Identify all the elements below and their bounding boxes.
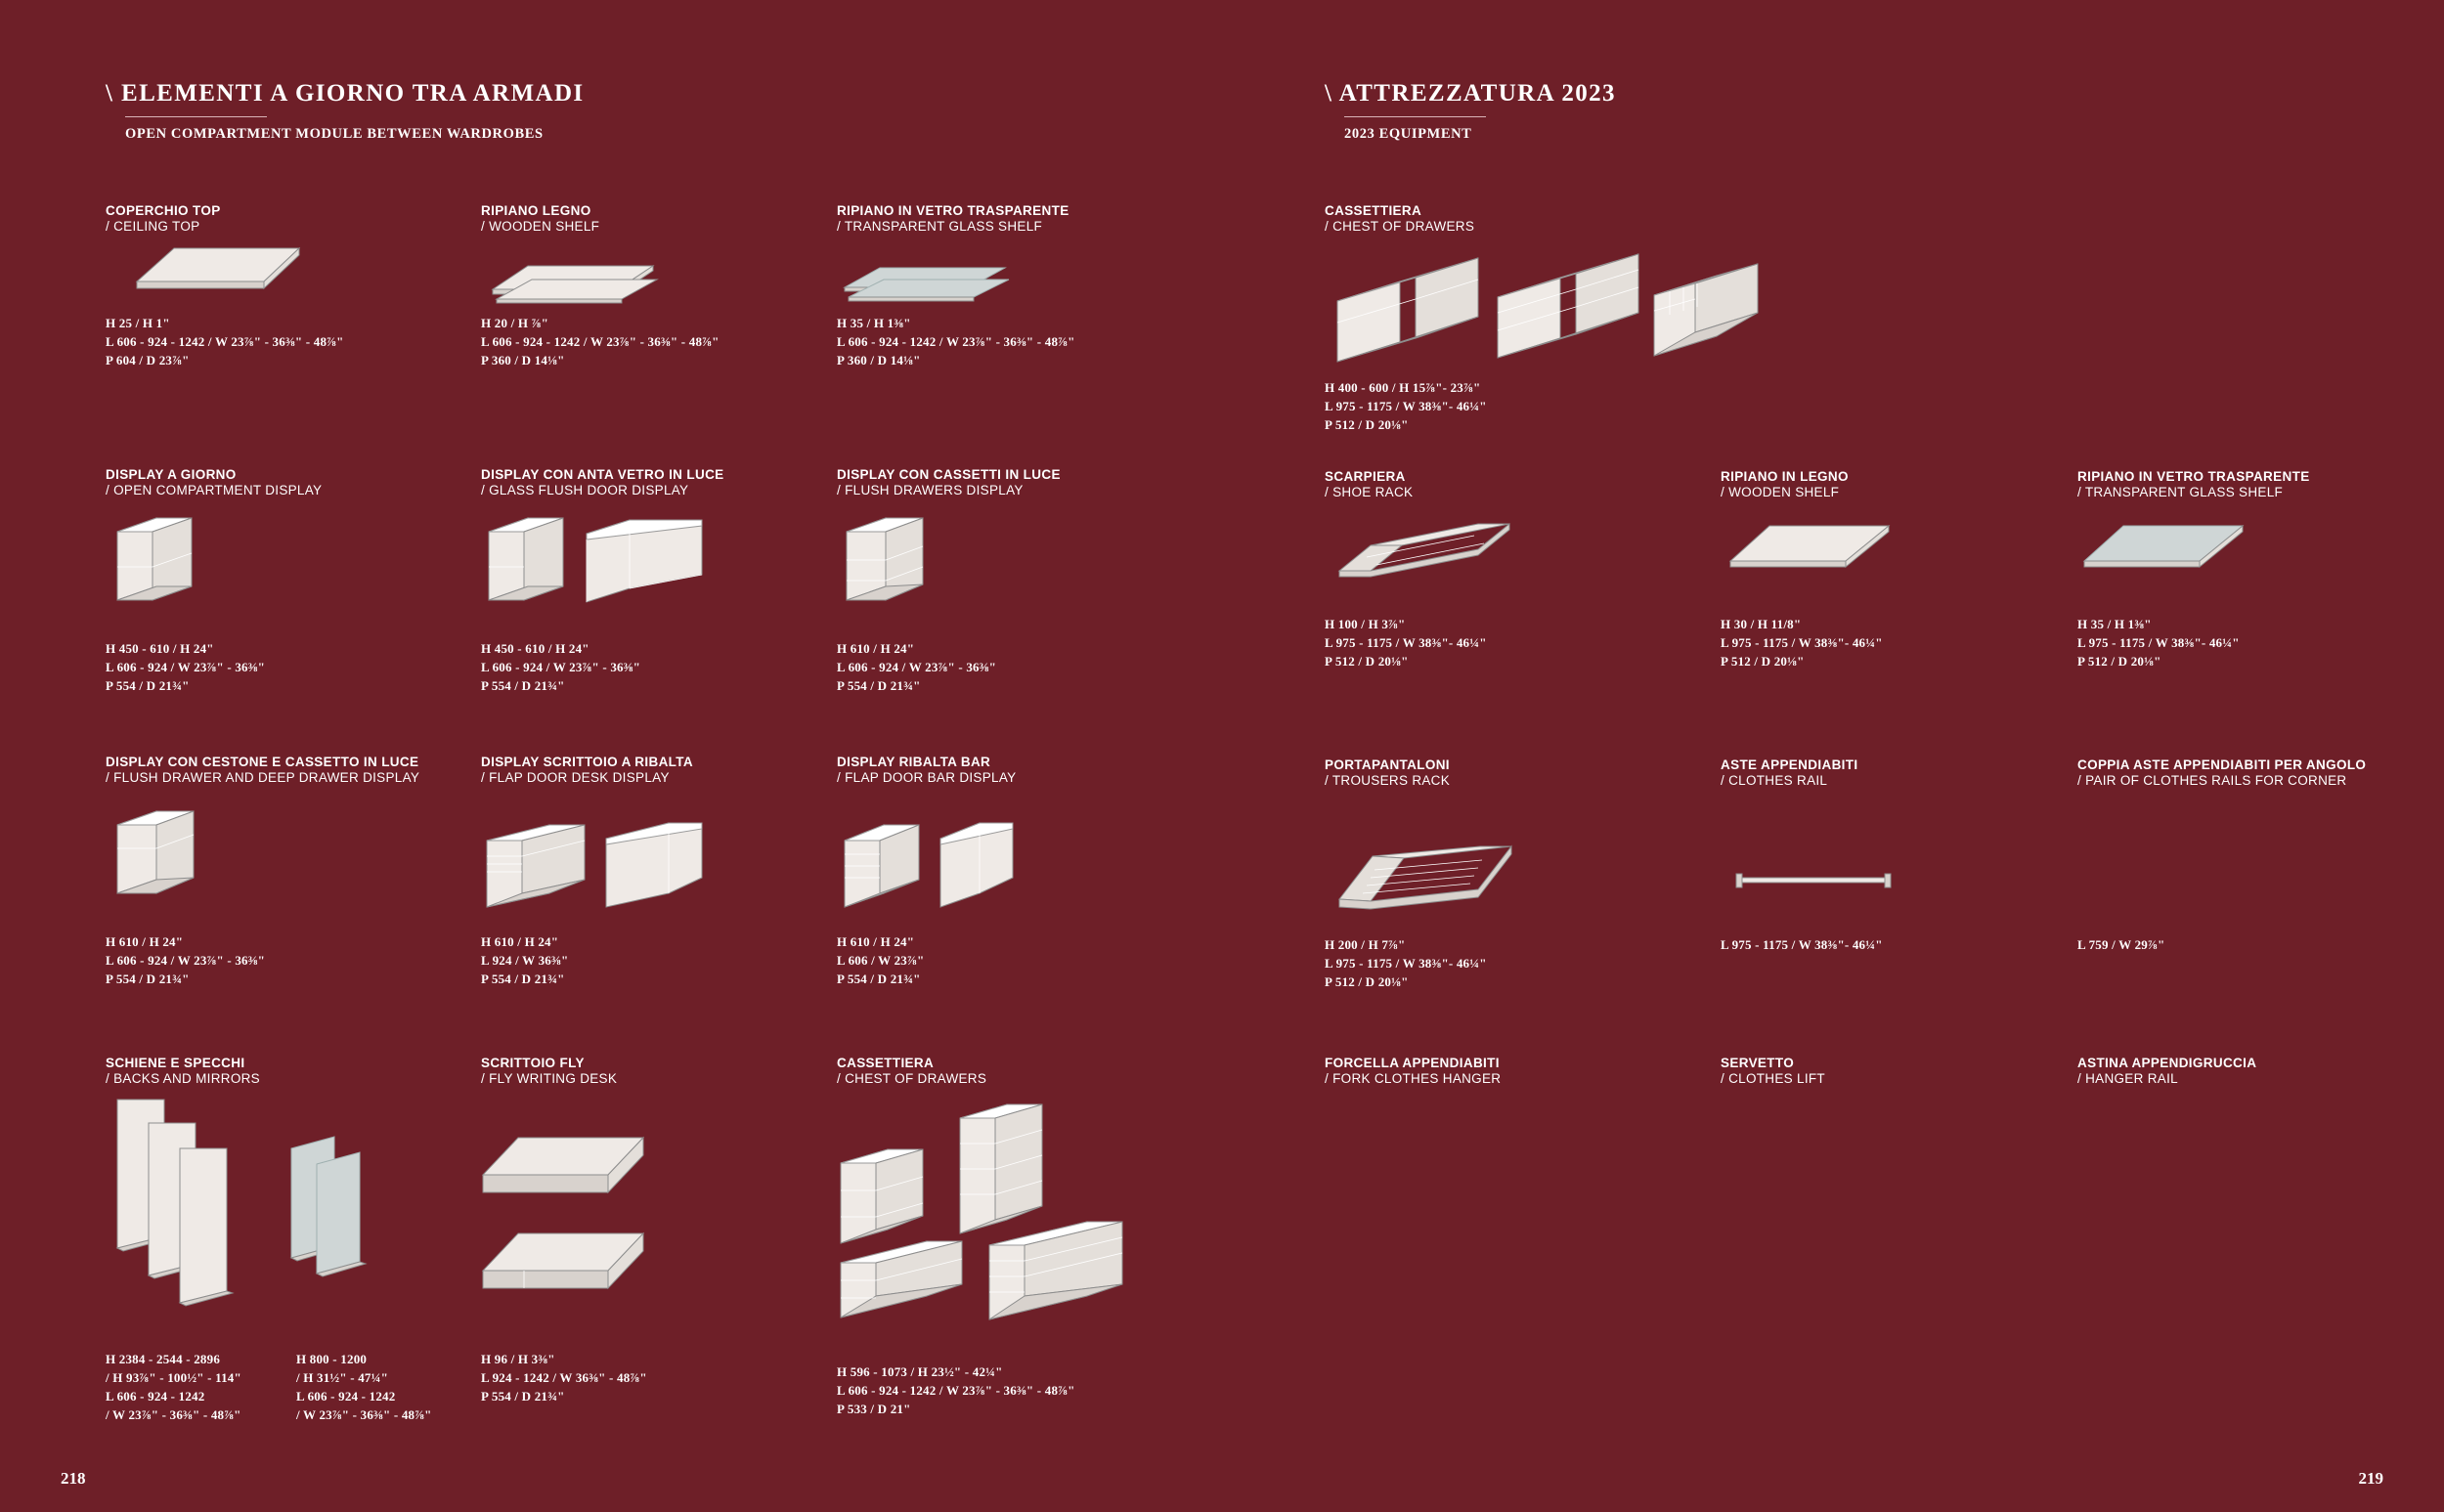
item-ripiano-legno: [481, 203, 599, 236]
item-display-cassetti: [837, 467, 1061, 499]
right-section-rule: [1344, 116, 1486, 117]
art-shoe-rack: [1331, 520, 1527, 588]
art-flap-bar-display: [839, 809, 1015, 912]
item-name: COPERCHIO TOP: [106, 203, 221, 218]
item-name: SCHIENE E SPECCHI: [106, 1056, 245, 1070]
dims-portapantaloni: H 200 / H 7⅞" L 975 - 1175 / W 38⅜"- 46¼" P 512 / D 20⅛": [1325, 937, 1487, 989]
art-flush-drawers-display: [839, 516, 951, 614]
item-subname: / CLOTHES RAIL: [1721, 773, 1828, 789]
art-glass-shelf: [841, 266, 1017, 307]
left-section-rule: [125, 116, 267, 117]
item-display-anta-vetro: [481, 467, 724, 499]
item-subname: / CLOTHES LIFT: [1721, 1071, 1825, 1087]
art-deep-drawer-display: [109, 809, 222, 907]
item-name: PORTAPANTALONI: [1325, 757, 1450, 772]
left-section-title: \ ELEMENTI A GIORNO TRA ARMADI: [106, 80, 585, 107]
item-cassettiera-right: [1325, 203, 1474, 236]
item-name: DISPLAY CON ANTA VETRO IN LUCE: [481, 467, 724, 482]
dims-ripiano-vetro-right: H 35 / H 1⅜" L 975 - 1175 / W 38⅜"- 46¼" P 512 / D 20⅛": [2077, 617, 2240, 669]
dims-display-a-giorno: H 450 - 610 / H 24" L 606 - 924 / W 23⅞" - 36⅜" P 554 / D 21¾": [106, 641, 266, 693]
item-subname: / FLY WRITING DESK: [481, 1071, 618, 1087]
right-section-title: \ ATTREZZATURA 2023: [1325, 80, 1616, 107]
item-forcella: [1325, 1056, 1501, 1088]
item-name: RIPIANO IN VETRO TRASPARENTE: [837, 203, 1069, 218]
item-subname: / FORK CLOTHES HANGER: [1325, 1071, 1502, 1087]
art-fly-writing-desk: [481, 1132, 676, 1318]
item-display-scrittoio: [481, 755, 693, 787]
page-number-left: 218: [61, 1469, 86, 1488]
item-portapantaloni: [1325, 757, 1450, 790]
item-scrittoio-fly: [481, 1056, 617, 1088]
item-name: DISPLAY CON CASSETTI IN LUCE: [837, 467, 1061, 482]
item-name: SCARPIERA: [1325, 469, 1406, 484]
item-display-cestone: [106, 755, 487, 787]
item-scarpiera: [1325, 469, 1413, 501]
item-subname: / BACKS AND MIRRORS: [106, 1071, 260, 1087]
item-subname: / FLUSH DRAWER AND DEEP DRAWER DISPLAY: [106, 770, 420, 786]
item-subname: / CEILING TOP: [106, 219, 200, 235]
item-name: RIPIANO IN VETRO TRASPARENTE: [2077, 469, 2310, 484]
art-clothes-rail: [1730, 870, 1906, 899]
art-trousers-rack: [1331, 842, 1527, 930]
item-name: COPPIA ASTE APPENDIABITI PER ANGOLO: [2077, 757, 2367, 772]
page-number-right: 219: [2358, 1469, 2383, 1488]
art-glass-door-display: [481, 516, 706, 614]
dims-display-cestone: H 610 / H 24" L 606 - 924 / W 23⅞" - 36⅜" P 554 / D 21¾": [106, 934, 266, 986]
art-glass-shelf-right: [2080, 522, 2256, 581]
item-subname: / WOODEN SHELF: [1721, 485, 1840, 500]
item-subname: / CHEST OF DRAWERS: [837, 1071, 987, 1087]
item-display-ribalta-bar: [837, 755, 1016, 787]
item-name: ASTE APPENDIABITI: [1721, 757, 1858, 772]
art-wooden-shelf-right: [1726, 522, 1902, 581]
item-name: SERVETTO: [1721, 1056, 1795, 1070]
dims-ripiano-vetro: H 35 / H 1⅜" L 606 - 924 - 1242 / W 23⅞" - 36⅜" - 48⅞" P 360 / D 14⅛": [837, 316, 1075, 367]
item-subname: / TROUSERS RACK: [1325, 773, 1451, 789]
dims-ripiano-legno: H 20 / H ⅞" L 606 - 924 - 1242 / W 23⅞" - 36⅜" - 48⅞" P 360 / D 14⅛": [481, 316, 720, 367]
right-page: [1222, 0, 2444, 1512]
dims-display-scrittoio: H 610 / H 24" L 924 / W 36⅜" P 554 / D 21¾": [481, 934, 569, 986]
art-open-display: [109, 516, 217, 614]
item-ripiano-vetro: [837, 203, 1069, 236]
right-section-header: [1325, 80, 1616, 143]
item-name: CASSETTIERA: [837, 1056, 935, 1070]
item-name: RIPIANO IN LEGNO: [1721, 469, 1849, 484]
dims-cassettiera-right: H 400 - 600 / H 15⅞"- 23⅞" L 975 - 1175 / W 38⅜"- 46¼" P 512 / D 20⅛": [1325, 380, 1487, 432]
item-subname: / FLUSH DRAWERS DISPLAY: [837, 483, 1024, 498]
art-wooden-shelf: [489, 264, 665, 308]
item-schiene-specchi: [106, 1056, 260, 1088]
right-section-subtitle: 2023 EQUIPMENT: [1344, 126, 1472, 142]
left-section-subtitle: OPEN COMPARTMENT MODULE BETWEEN WARDROBES: [125, 126, 544, 142]
art-chest-of-drawers-left: [833, 1093, 1156, 1337]
item-aste-appendiabiti: [1721, 757, 1857, 790]
left-section-header: [106, 80, 585, 143]
item-name: DISPLAY RIBALTA BAR: [837, 755, 991, 769]
item-subname: / FLAP DOOR DESK DISPLAY: [481, 770, 670, 786]
dims-coppia-aste-angolo: L 759 / W 29⅞": [2077, 937, 2165, 952]
dims-schiene-specchi: H 2384 - 2544 - 2896 / H 93⅞" - 100½" - 114" L 606 - 924 - 1242 / W 23⅞" - 36⅜" - 48⅞": [106, 1352, 241, 1422]
item-subname: / TRANSPARENT GLASS SHELF: [2077, 485, 2284, 500]
item-name: CASSETTIERA: [1325, 203, 1422, 218]
item-servetto: [1721, 1056, 1825, 1088]
item-coperchio-top: [106, 203, 282, 236]
item-ripiano-vetro-right: [2077, 469, 2310, 501]
dims-display-cassetti: H 610 / H 24" L 606 - 924 / W 23⅞" - 36⅜" P 554 / D 21¾": [837, 641, 997, 693]
item-name: DISPLAY CON CESTONE E CASSETTO IN LUCE: [106, 755, 419, 769]
item-subname: / GLASS FLUSH DOOR DISPLAY: [481, 483, 689, 498]
dims-ripiano-legno-right: H 30 / H 11/8" L 975 - 1175 / W 38⅜"- 46¼" P 512 / D 20⅛": [1721, 617, 1883, 669]
art-ceiling-top: [127, 242, 313, 301]
dims-scarpiera: H 100 / H 3⅞" L 975 - 1175 / W 38⅜"- 46¼" P 512 / D 20⅛": [1325, 617, 1487, 669]
item-subname: / SHOE RACK: [1325, 485, 1414, 500]
item-subname: / OPEN COMPARTMENT DISPLAY: [106, 483, 323, 498]
item-name: DISPLAY SCRITTOIO A RIBALTA: [481, 755, 693, 769]
item-astina: [2077, 1056, 2256, 1088]
art-chest-of-drawers-right: [1331, 252, 1762, 369]
dims-cassettiera-left: H 596 - 1073 / H 23½" - 42¼" L 606 - 924 - 1242 / W 23⅞" - 36⅜" - 48⅞" P 533 / D 21": [837, 1364, 1075, 1416]
item-cassettiera-left: [837, 1056, 986, 1088]
dims-specchi-secondary: H 800 - 1200 / H 31½" - 47¼" L 606 - 924 - 1242 / W 23⅞" - 36⅜" - 48⅞": [296, 1352, 432, 1422]
item-subname: / HANGER RAIL: [2077, 1071, 2178, 1087]
item-subname: / TRANSPARENT GLASS SHELF: [837, 219, 1043, 235]
dims-display-anta-vetro: H 450 - 610 / H 24" L 606 - 924 / W 23⅞" - 36⅜" P 554 / D 21¾": [481, 641, 641, 693]
item-name: SCRITTOIO FLY: [481, 1056, 585, 1070]
item-subname: / FLAP DOOR BAR DISPLAY: [837, 770, 1017, 786]
item-name: RIPIANO LEGNO: [481, 203, 591, 218]
item-display-a-giorno: [106, 467, 322, 499]
dims-display-ribalta-bar: H 610 / H 24" L 606 / W 23⅞" P 554 / D 21¾": [837, 934, 925, 986]
dims-coperchio-top: H 25 / H 1" L 606 - 924 - 1242 / W 23⅞" - 36⅜" - 48⅞" P 604 / D 23⅞": [106, 316, 344, 367]
item-subname: / CHEST OF DRAWERS: [1325, 219, 1475, 235]
item-subname: / PAIR OF CLOTHES RAILS FOR CORNER: [2077, 773, 2347, 789]
item-name: DISPLAY A GIORNO: [106, 467, 237, 482]
dims-aste-appendiabiti: L 975 - 1175 / W 38⅜"- 46¼": [1721, 937, 1883, 952]
item-name: FORCELLA APPENDIABITI: [1325, 1056, 1500, 1070]
art-flap-desk-display: [481, 809, 706, 912]
dims-scrittoio-fly: H 96 / H 3⅜" L 924 - 1242 / W 36⅜" - 48⅞" P 554 / D 21¾": [481, 1352, 647, 1404]
item-subname: / WOODEN SHELF: [481, 219, 600, 235]
item-name: ASTINA APPENDIGRUCCIA: [2077, 1056, 2257, 1070]
art-backs-and-mirrors: [109, 1100, 403, 1334]
item-ripiano-legno-right: [1721, 469, 1849, 501]
item-coppia-aste-angolo: [2077, 757, 2371, 790]
